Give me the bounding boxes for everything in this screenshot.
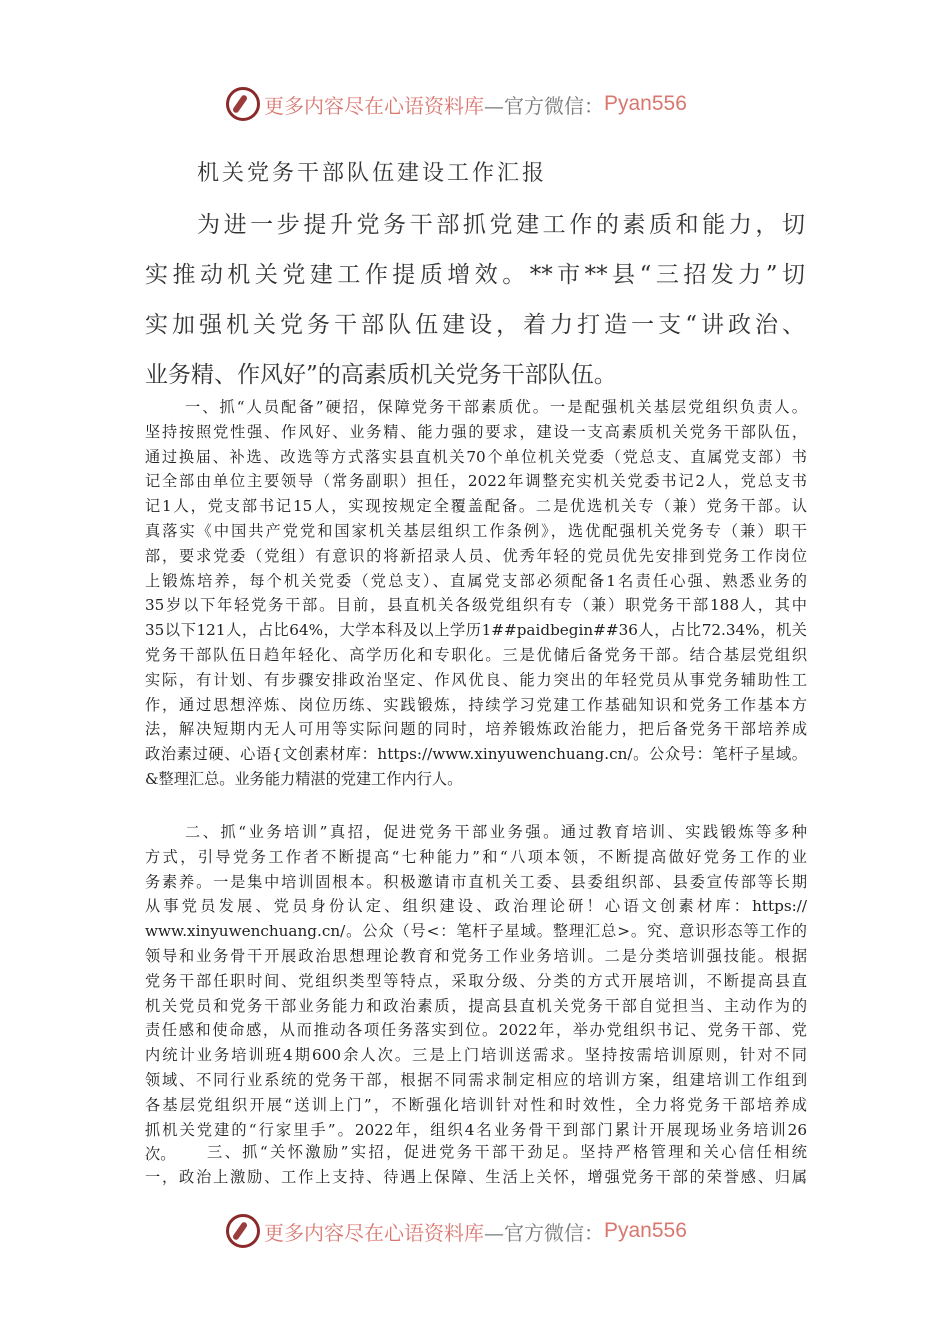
text-line: 二、抓“业务培训”真招，促进党务干部业务强。通过教育培训、实践锻炼等多种 xyxy=(185,823,807,841)
text-line: 务素养。一是集中培训固根本。积极邀请市直机关工委、县委组织部、县委宣传部等长期 xyxy=(145,872,807,891)
text-line: 从事党员发展、党员身份认定、组织建设、政治理论研！心语文创素材库：https:// xyxy=(145,897,807,916)
header-watermark xyxy=(226,84,687,124)
section-one-paragraph xyxy=(145,395,807,792)
watermark-wechat-id: Pyan556 xyxy=(604,92,687,115)
text-line: 通过换届、补选、改选等方式落实县直机关70个单位机关党委（党总支、直属党支部）书 xyxy=(145,447,807,466)
text-line: &整理汇总。业务能力精湛的党建工作内行人。 xyxy=(145,769,463,788)
text-line: 抓机关党建的“行家里手”。2022年，组织4名业务骨干到部门累计开展现场业务培训26 xyxy=(145,1120,807,1139)
text-line: 作，通过思想淬炼、岗位历练、实践锻炼，持续学习党建工作基础知识和党务工作基本方 xyxy=(145,695,807,714)
pen-logo-icon xyxy=(226,1214,260,1248)
text-line: 法，解决短期内无人可用等实际问题的同时，培养锻炼政治能力，把后备党务干部培养成 xyxy=(145,720,807,739)
text-line: 实际，有计划、有步骤安排政治坚定、作风优良、能力突出的年轻党员从事党务辅助性工 xyxy=(145,670,807,689)
text-line: 35以下121人，占比64%，大学本科及以上学历1##paidbegin##36人，占比72.34%，机关 xyxy=(145,621,807,640)
watermark-wechat-label: —官方微信： xyxy=(484,1220,604,1245)
text-line: 记全部由单位主要领导（常务副职）担任，2022年调整充实机关党委书记2人，党总支书 xyxy=(145,472,807,491)
intro-line: 实推动机关党建工作提质增效。**市**县“三招发力”切 xyxy=(145,262,805,288)
section-two-paragraph xyxy=(145,820,807,1167)
intro-paragraph xyxy=(145,200,805,400)
text-line: 35岁以下年轻党务干部。目前，县直机关各级党组织有专（兼）职党务干部188人，其中 xyxy=(145,596,807,615)
text-line: 记1人，党支部书记15人，实现按规定全覆盖配备。二是优选机关专（兼）党务干部。认 xyxy=(145,497,807,516)
text-line: www.xinyuwenchuang.cn/。公众（号<：笔杆子星域。整理汇总>。究、意识形态等工作的 xyxy=(145,922,807,941)
footer-watermark xyxy=(226,1211,687,1251)
document-title: 机关党务干部队伍建设工作汇报 xyxy=(197,161,548,186)
intro-line: 业务精、作风好”的高素质机关党务干部队伍。 xyxy=(145,362,617,388)
text-line: 坚持按照党性强、作风好、业务精、能力强的要求，建设一支高素质机关党务干部队伍， xyxy=(145,422,807,441)
text-line: 内统计业务培训班4期600余人次。三是上门培训送需求。坚持按需培训原则，针对不同 xyxy=(145,1046,807,1065)
watermark-text: 更多内容尽在心语资料库 xyxy=(264,1220,484,1245)
text-line: 机关党员和党务干部业务能力和政治素质，提高县直机关党务干部自觉担当、主动作为的 xyxy=(145,996,807,1015)
text-line: 一、抓“人员配备”硬招，保障党务干部素质优。一是配强机关基层党组织负责人。 xyxy=(185,398,807,416)
section-three-paragraph xyxy=(145,1140,807,1190)
text-line: 次。 xyxy=(145,1145,176,1164)
text-line: 真落实《中国共产党党和国家机关基层组织工作条例》，选优配强机关党务专（兼）职干 xyxy=(145,521,807,540)
intro-line: 实加强机关党务干部队伍建设，着力打造一支“讲政治、 xyxy=(145,312,805,338)
text-line: 党务干部任职时间、党组织类型等特点，采取分级、分类的方式开展培训，不断提高县直 xyxy=(145,971,807,990)
text-line: 党务干部队伍日趋年轻化、高学历化和专职化。三是优储后备党务干部。结合基层党组织 xyxy=(145,645,807,664)
text-line: 三、抓“关怀激励”实招，促进党务干部干劲足。坚持严格管理和关心信任相统 xyxy=(207,1143,807,1161)
text-line: 责任感和使命感，从而推动各项任务落实到位。2022年，举办党组织书记、党务干部、党 xyxy=(145,1021,807,1040)
text-line: 方式，引导党务工作者不断提高“七种能力”和“八项本领，不断提高做好党务工作的业 xyxy=(145,847,807,866)
text-line: 各基层党组织开展“送训上门”，不断强化培训针对性和时效性，全力将党务干部培养成 xyxy=(145,1095,807,1114)
intro-line: 为进一步提升党务干部抓党建工作的素质和能力，切 xyxy=(197,212,805,238)
watermark-wechat-label: —官方微信： xyxy=(484,93,604,118)
text-line: 政治素过硬、心语{文创素材库：https://www.xinyuwenchuang.cn/。公众号：笔杆子星域。 xyxy=(145,745,807,764)
text-line: 领导和业务骨干开展政治思想理论教育和党务工作业务培训。二是分类培训强技能。根据 xyxy=(145,946,807,965)
watermark-wechat-id: Pyan556 xyxy=(604,1219,687,1242)
watermark-text: 更多内容尽在心语资料库 xyxy=(264,93,484,118)
text-line: 一，政治上激励、工作上支持、待遇上保障、生活上关怀，增强党务干部的荣誉感、归属 xyxy=(145,1167,807,1186)
pen-logo-icon xyxy=(226,87,260,121)
text-line: 上锻炼培养，每个机关党委（党总支）、直属党支部必须配备1名责任心强、熟悉业务的 xyxy=(145,571,807,590)
text-line: 部，要求党委（党组）有意识的将新招录人员、优秀年轻的党员优先安排到党务工作岗位 xyxy=(145,546,807,565)
text-line: 领域、不同行业系统的党务干部，根据不同需求制定相应的培训方案，组建培训工作组到 xyxy=(145,1070,807,1089)
